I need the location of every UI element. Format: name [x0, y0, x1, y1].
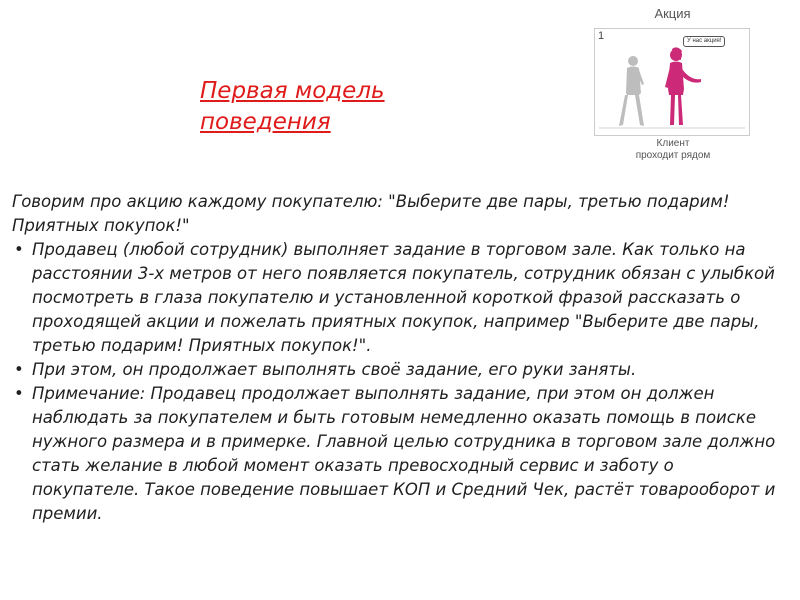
title-line-2: поведения — [200, 109, 331, 135]
illustration-step-number: 1 — [598, 30, 605, 42]
slide-title — [200, 76, 500, 138]
promo-illustration — [590, 4, 760, 166]
intro-paragraph: Говорим про акцию каждому покупателю: "Выберите две пары, третью подарим! Приятных покупок!" — [12, 192, 730, 235]
bullet-list — [12, 238, 782, 526]
caption-line-1: Клиент — [656, 138, 690, 149]
bullet-item: • Продавец (любой сотрудник) выполняет задание в торговом зале. Как только на расстоянии 3-х метров от него появляется покупатель, сотрудник обязан с улыбкой посмотреть в глаза покупателю и установленной короткой фразой рассказать о проходящей акции и пожелать приятных покупок, например "Выберите две пары, третью подарим! Приятных покупок!". — [12, 238, 782, 358]
bullet-item: • Примечание: Продавец продолжает выполнять задание, при этом он должен наблюдать за покупателем и быть готовым немедленно оказать помощь в поиске нужного размера и в примерке. Главной целью сотрудника в торговом зале должно стать желание в любой момент оказать превосходный сервис и заботу о покупателе. Такое поведение повышает КОП и Средний Чек, растёт товарооборот и премии. — [12, 382, 782, 526]
caption-line-2: проходит рядом — [635, 150, 711, 161]
illustration-scene — [595, 29, 749, 135]
customer-figure-icon — [619, 56, 644, 126]
body-text — [12, 190, 782, 526]
illustration-heading: Акция — [654, 6, 691, 21]
speech-bubble: У нас акция! — [683, 36, 725, 47]
seller-figure-icon — [665, 47, 701, 125]
illustration-caption — [616, 138, 730, 162]
title-line-1: Первая модель — [200, 78, 385, 104]
illustration-frame — [594, 28, 750, 136]
bullet-item: • При этом, он продолжает выполнять своё задание, его руки заняты. — [12, 358, 782, 382]
